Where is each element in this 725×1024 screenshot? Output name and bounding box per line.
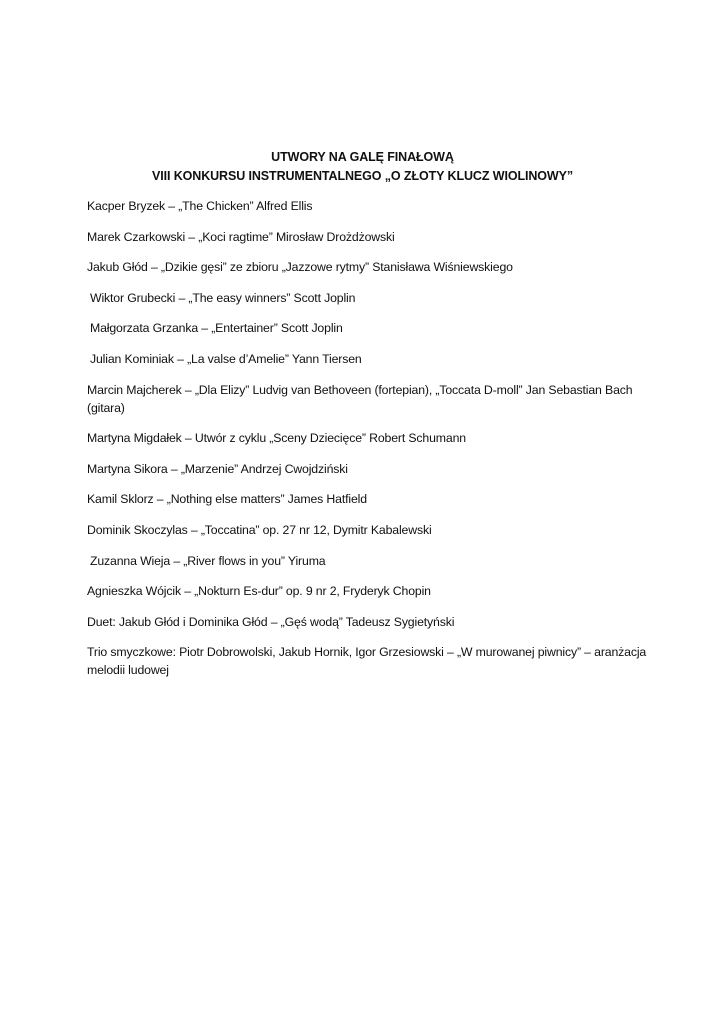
document-title [0, 148, 725, 186]
list-item: Kacper Bryzek – „The Chicken” Alfred Ellis [87, 199, 313, 213]
list-item: Agnieszka Wójcik – „Nokturn Es-dur” op. 9 nr 2, Fryderyk Chopin [87, 584, 431, 599]
list-item: Marcin Majcherek – „Dla Elizy” Ludvig van Bethoveen (fortepian), „Toccata D-moll” Jan Sebastian Bach (gitara) [87, 382, 633, 415]
list-item: Martyna Migdałek – Utwór z cyklu „Sceny Dziecięce” Robert Schumann [87, 431, 466, 446]
list-item: Martyna Sikora – „Marzenie” Andrzej Cwojdziński [87, 461, 348, 476]
list-item: Dominik Skoczylas – „Toccatina” op. 27 nr 12, Dymitr Kabalewski [87, 522, 432, 537]
list-item: Duet: Jakub Głód i Dominika Głód – „Gęś wodą” Tadeusz Sygietyński [87, 614, 455, 629]
list-item: Zuzanna Wieja – „River flows in you” Yiruma [90, 553, 326, 568]
list-item: Julian Kominiak – „La valse d’Amelie” Yann Tiersen [90, 351, 362, 366]
title-line-1: UTWORY NA GALĘ FINAŁOWĄ [271, 150, 454, 164]
title-line-2: VIII KONKURSU INSTRUMENTALNEGO „O ZŁOTY KLUCZ WIOLINOWY” [151, 169, 573, 183]
list-item: Małgorzata Grzanka – „Entertainer” Scott Joplin [90, 321, 343, 336]
list-item: Wiktor Grubecki – „The easy winners” Scott Joplin [90, 290, 356, 305]
list-item: Kamil Sklorz – „Nothing else matters” James Hatfield [87, 492, 367, 507]
list-item: Jakub Głód – „Dzikie gęsi” ze zbioru „Jazzowe rytmy” Stanisława Wiśniewskiego [87, 260, 513, 275]
performance-list [87, 197, 647, 692]
list-item: Trio smyczkowe: Piotr Dobrowolski, Jakub Hornik, Igor Grzesiowski – „W murowanej piwnicy” – aranżacja melodii ludowej [87, 645, 647, 678]
list-item: Marek Czarkowski – „Koci ragtime” Mirosław Drożdżowski [87, 229, 395, 244]
